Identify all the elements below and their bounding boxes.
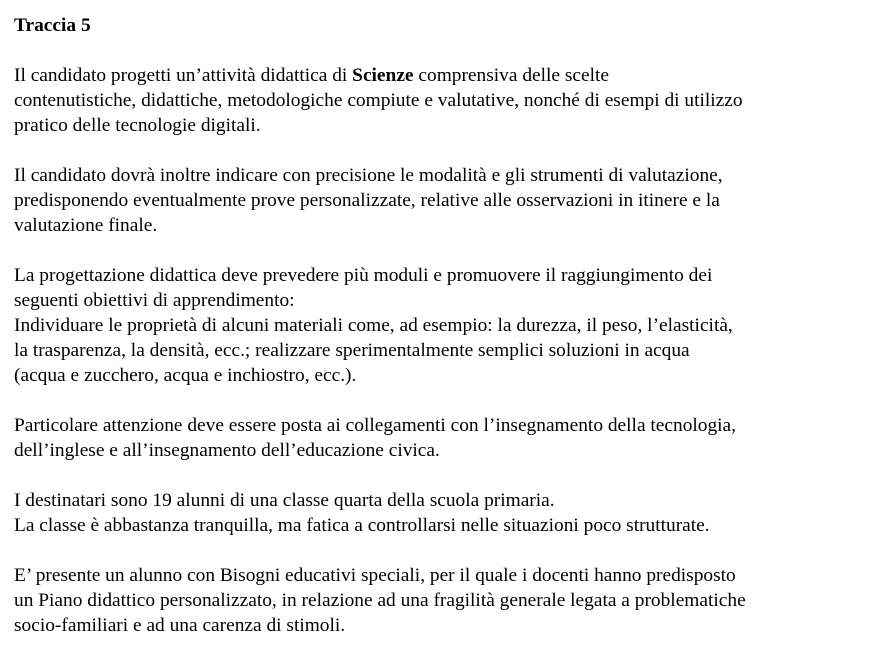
paragraph-line: La classe è abbastanza tranquilla, ma fatica a controllarsi nelle situazioni poco strutturate. — [14, 515, 710, 536]
paragraph-line: socio-familiari e ad una carenza di stimoli. — [14, 615, 346, 636]
paragraph-line: I destinatari sono 19 alunni di una classe quarta della scuola primaria. — [14, 490, 555, 511]
paragraph-line: contenutistiche, didattiche, metodologiche compiute e valutative, nonché di esempi di utilizzo — [14, 90, 743, 111]
paragraph-line: Il candidato dovrà inoltre indicare con precisione le modalità e gli strumenti di valutazione, — [14, 165, 723, 186]
paragraph-line — [14, 63, 874, 88]
paragraph-line: Particolare attenzione deve essere posta ai collegamenti con l’insegnamento della tecnologia, — [14, 415, 737, 436]
paragraph-evaluation — [14, 163, 874, 238]
paragraph-assignment — [14, 63, 874, 138]
paragraph-line: dell’inglese e all’insegnamento dell’educazione civica. — [14, 440, 440, 461]
paragraph-line: valutazione finale. — [14, 215, 158, 236]
paragraph-special-needs — [14, 563, 874, 638]
paragraph-line: pratico delle tecnologie digitali. — [14, 115, 261, 136]
document-body — [14, 13, 874, 638]
paragraph-line: E’ presente un alunno con Bisogni educativi speciali, per il quale i docenti hanno predisposto — [14, 565, 736, 586]
document-title: Traccia 5 — [14, 15, 91, 36]
paragraph-line: seguenti obiettivi di apprendimento: — [14, 290, 295, 311]
paragraph-objectives — [14, 263, 874, 388]
paragraph-connections — [14, 413, 874, 463]
subject-emphasis: Scienze — [352, 65, 414, 86]
paragraph-recipients — [14, 488, 874, 538]
paragraph-line: predisponendo eventualmente prove personalizzate, relative alle osservazioni in itinere e la — [14, 190, 720, 211]
paragraph-line: la trasparenza, la densità, ecc.; realizzare sperimentalmente semplici soluzioni in acqua — [14, 340, 690, 361]
paragraph-line: (acqua e zucchero, acqua e inchiostro, ecc.). — [14, 365, 357, 386]
text-run: comprensiva delle scelte — [413, 65, 609, 86]
paragraph-line: Individuare le proprietà di alcuni materiali come, ad esempio: la durezza, il peso, l’elasticità, — [14, 315, 733, 336]
text-run: Il candidato progetti un’attività didattica di — [14, 65, 353, 86]
paragraph-line: un Piano didattico personalizzato, in relazione ad una fragilità generale legata a problematiche — [14, 590, 746, 611]
paragraph-line: La progettazione didattica deve prevedere più moduli e promuovere il raggiungimento dei — [14, 265, 713, 286]
